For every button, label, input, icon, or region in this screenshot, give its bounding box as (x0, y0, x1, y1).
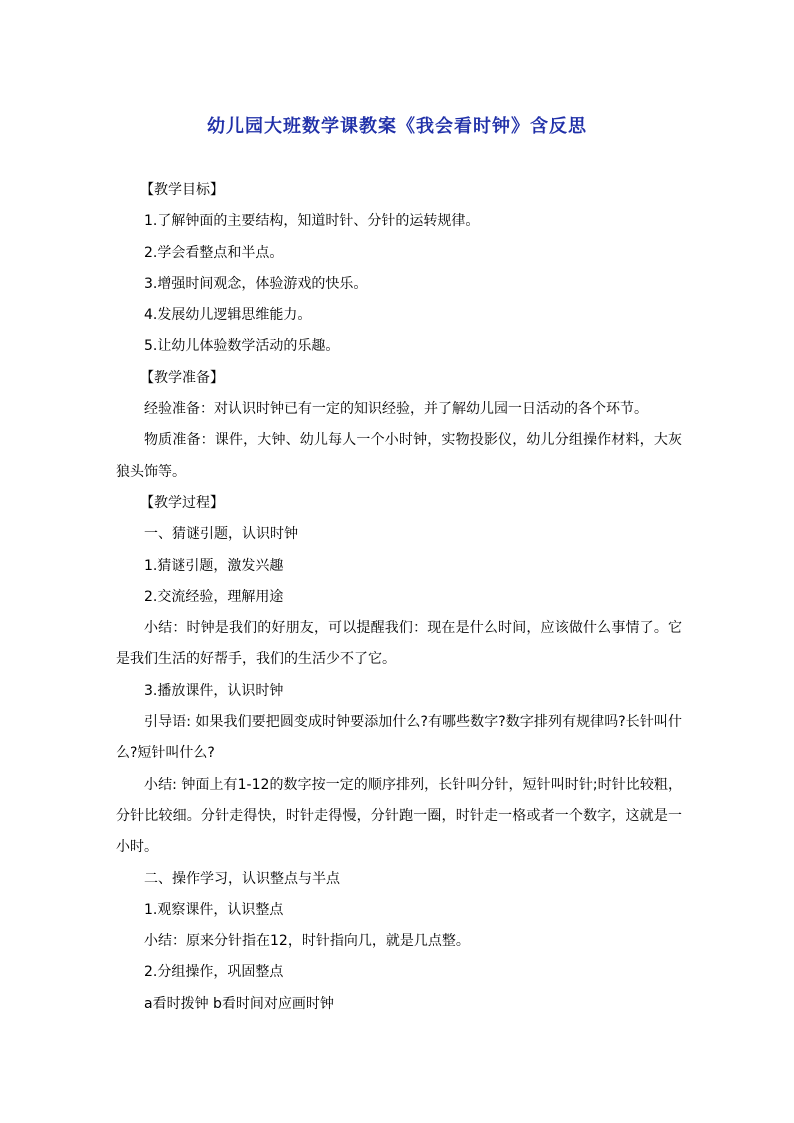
paragraph: 小结: 钟面上有1-12的数字按一定的顺序排列，长针叫分针，短针叫时针;时针比较粗，分针比较细。分针走得快，时针走得慢，分针跑一圈，时针走一格或者一个数字，这就是一小时。 (116, 776, 682, 856)
document-body (116, 175, 682, 1020)
paragraph: 2.交流经验，理解用途 (144, 588, 284, 605)
paragraph: 1.了解钟面的主要结构，知道时针、分针的运转规律。 (144, 213, 480, 230)
paragraph: 3.增强时间观念，体验游戏的快乐。 (144, 275, 368, 292)
section-heading: 【教学过程】 (140, 494, 224, 511)
paragraph: 3.播放课件，认识时钟 (144, 682, 284, 699)
section-heading: 【教学准备】 (140, 369, 224, 386)
paragraph: 1.猜谜引题，激发兴趣 (144, 557, 284, 574)
paragraph: 4.发展幼儿逻辑思维能力。 (144, 307, 312, 324)
paragraph: 物质准备：课件，大钟、幼儿每人一个小时钟，实物投影仪，幼儿分组操作材料，大灰狼头饰等。 (116, 432, 682, 480)
section-heading: 【教学目标】 (140, 182, 224, 198)
paragraph: 二、操作学习，认识整点与半点 (144, 870, 340, 887)
paragraph: 经验准备：对认识时钟已有一定的知识经验，并了解幼儿园一日活动的各个环节。 (144, 401, 648, 418)
paragraph: 5.让幼儿体验数学活动的乐趣。 (144, 338, 340, 355)
paragraph: 引导语: 如果我们要把圆变成时钟要添加什么?有哪些数字?数字排列有规律吗?长针叫什么?短针叫什么? (116, 714, 682, 762)
paragraph: 一、猜谜引题，认识时钟 (144, 526, 298, 543)
paragraph: a看时拨钟 b看时间对应画时钟 (144, 995, 334, 1012)
paragraph: 2.学会看整点和半点。 (144, 244, 284, 261)
paragraph: 2.分组操作，巩固整点 (144, 964, 284, 981)
paragraph: 小结：时钟是我们的好朋友，可以提醒我们：现在是什么时间，应该做什么事情了。它是我们生活的好帮手，我们的生活少不了它。 (116, 620, 682, 668)
paragraph: 1.观察课件，认识整点 (144, 901, 284, 918)
document-title: 幼儿园大班数学课教案《我会看时钟》含反思 (207, 116, 587, 137)
paragraph: 小结：原来分针指在12，时针指向几，就是几点整。 (144, 933, 470, 950)
